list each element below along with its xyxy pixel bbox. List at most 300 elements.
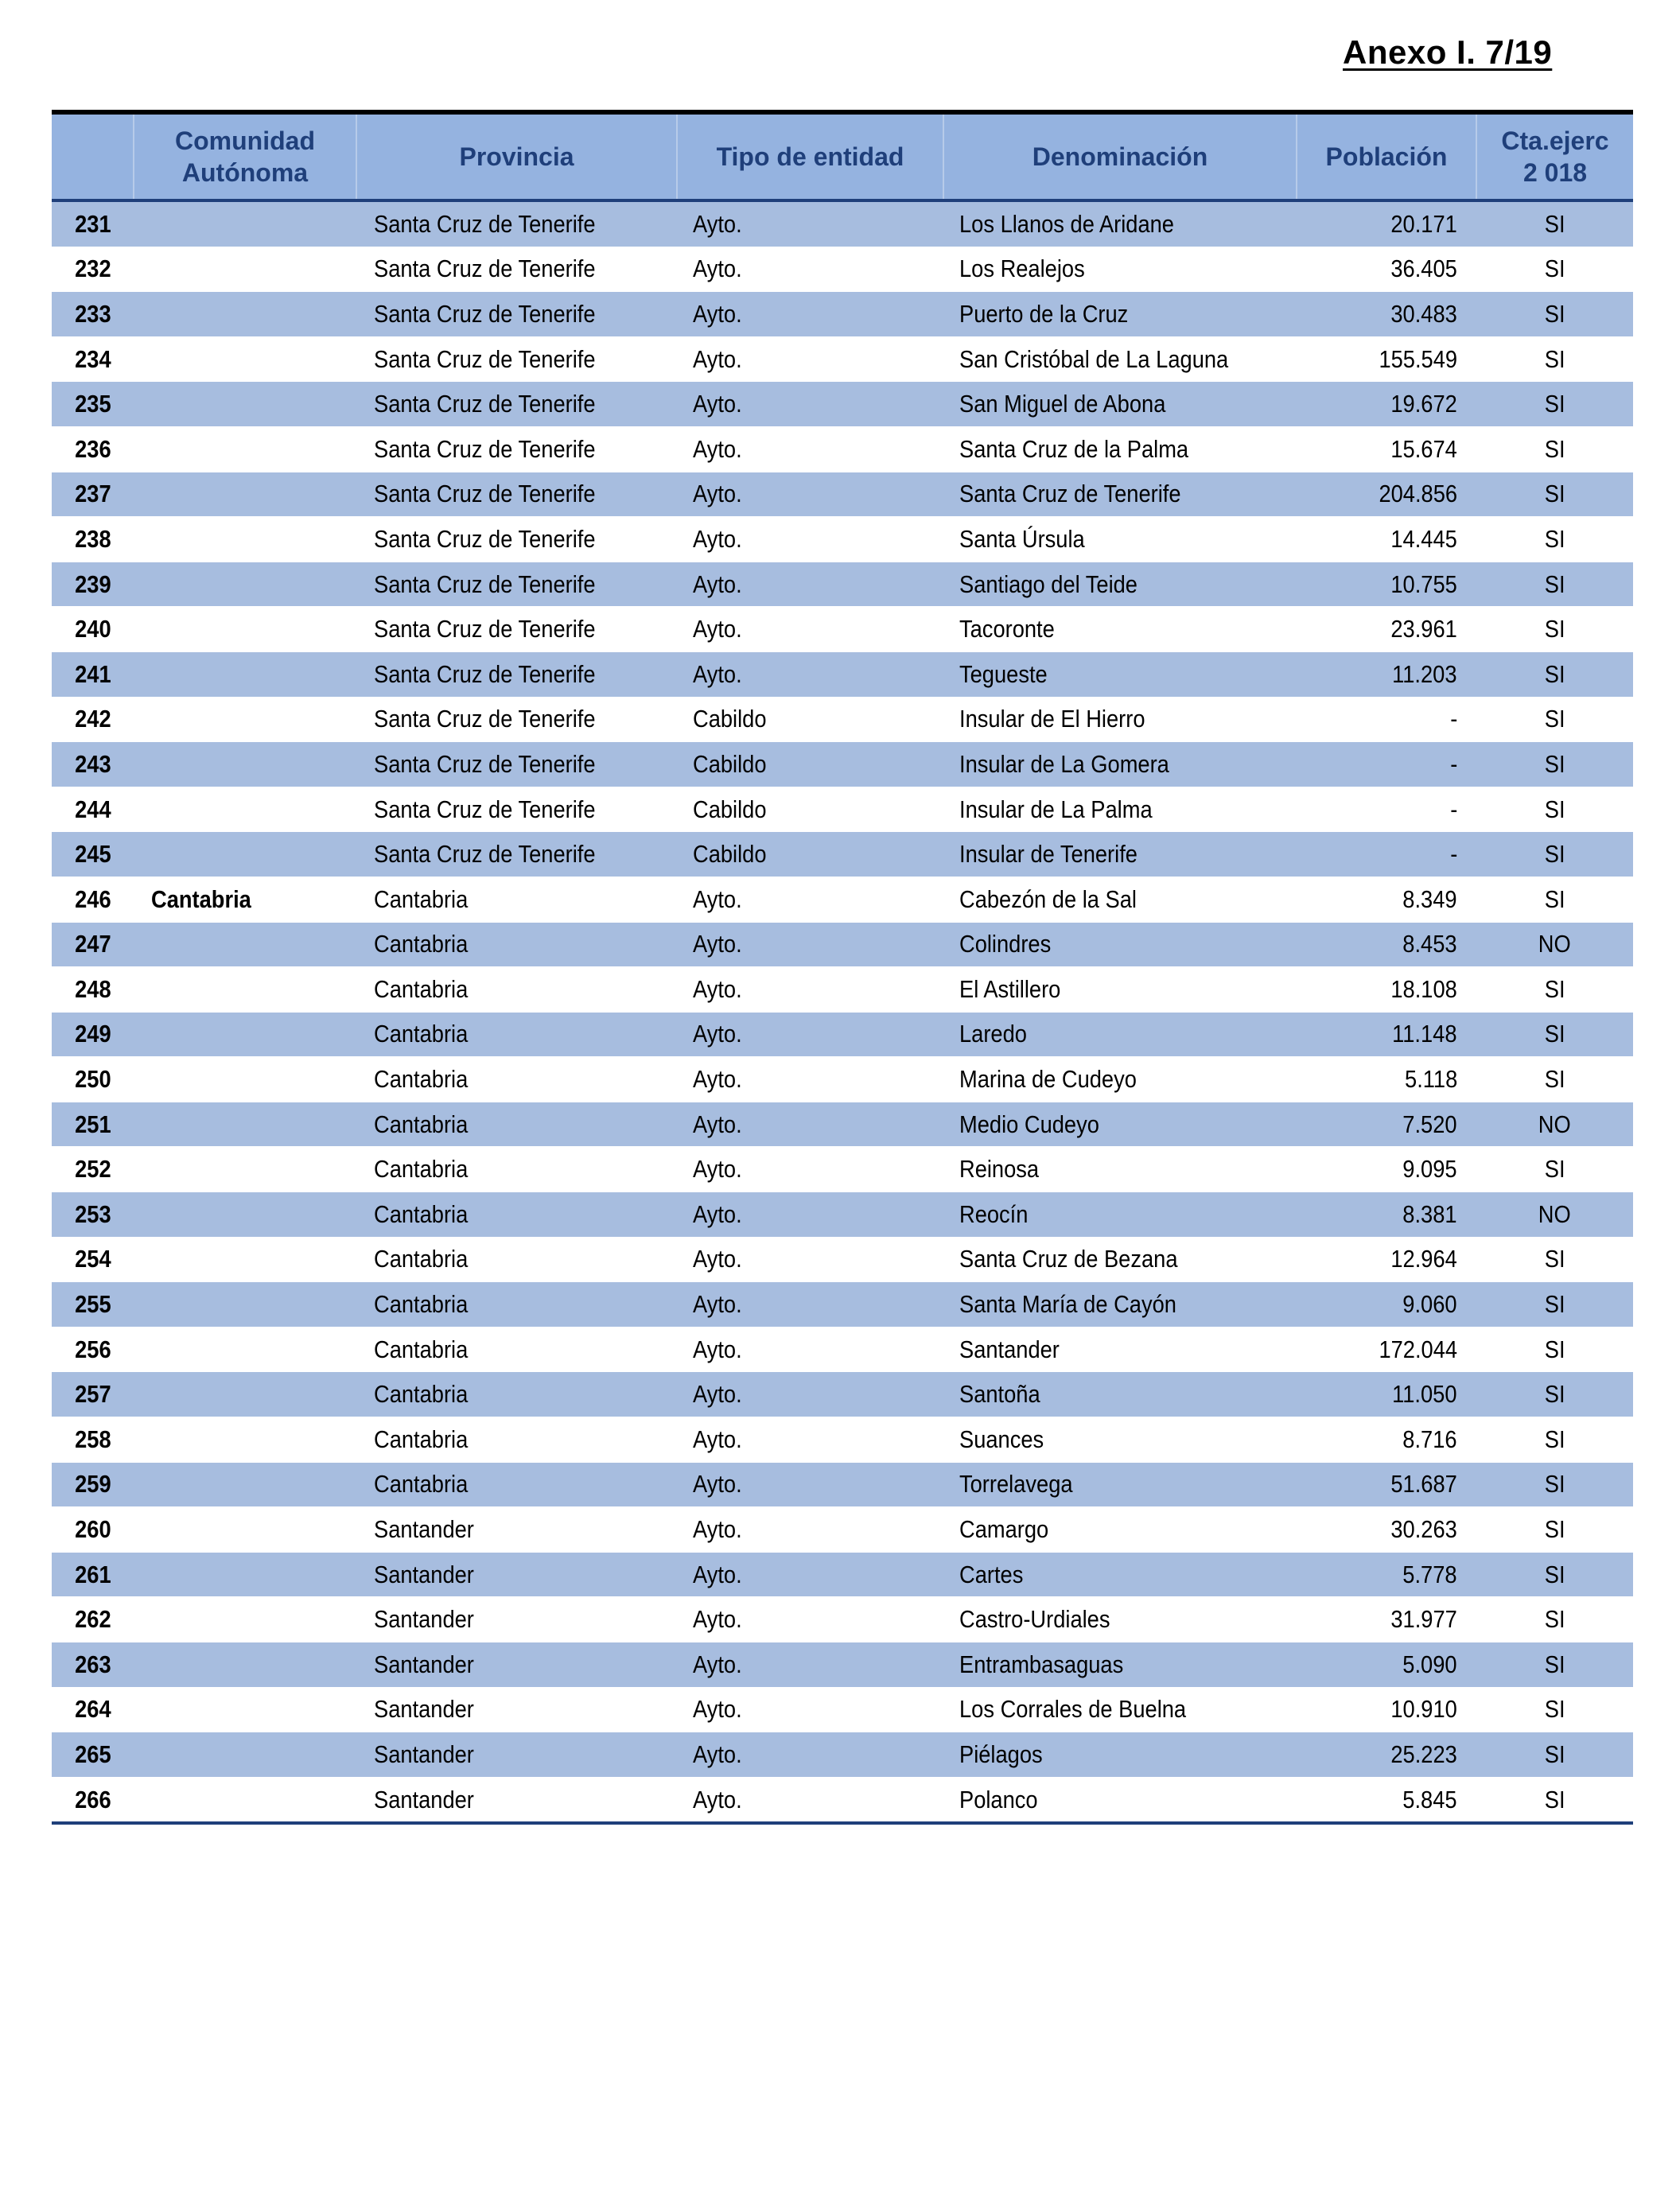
cell-cta-ejercicio: NO <box>1476 1192 1633 1238</box>
cell-provincia: Santa Cruz de Tenerife <box>356 607 677 652</box>
cell-denominacion: Santander <box>943 1327 1297 1372</box>
cell-cta-ejercicio: SI <box>1476 697 1633 742</box>
cell-provincia: Cantabria <box>356 1012 677 1057</box>
cell-comunidad-autonoma <box>134 562 356 607</box>
cell-denominacion: Polanco <box>943 1777 1297 1823</box>
cell-poblacion: 8.716 <box>1297 1417 1476 1463</box>
cell-provincia: Cantabria <box>356 967 677 1013</box>
row-number: 261 <box>52 1552 134 1597</box>
cell-tipo-entidad: Cabildo <box>677 787 943 832</box>
cell-tipo-entidad: Ayto. <box>677 562 943 607</box>
cell-denominacion: Insular de Tenerife <box>943 832 1297 877</box>
cell-tipo-entidad: Ayto. <box>677 1777 943 1823</box>
cell-tipo-entidad: Ayto. <box>677 607 943 652</box>
cell-provincia: Santa Cruz de Tenerife <box>356 336 677 382</box>
cell-poblacion: - <box>1297 787 1476 832</box>
row-number: 266 <box>52 1777 134 1823</box>
cell-poblacion: 31.977 <box>1297 1597 1476 1642</box>
row-number: 251 <box>52 1102 134 1147</box>
cell-denominacion: Santa Cruz de Tenerife <box>943 472 1297 517</box>
cell-cta-ejercicio: SI <box>1476 1282 1633 1328</box>
cell-comunidad-autonoma <box>134 1552 356 1597</box>
row-number: 243 <box>52 742 134 787</box>
table-row <box>52 1012 1633 1057</box>
cell-tipo-entidad: Ayto. <box>677 1102 943 1147</box>
cell-denominacion: Laredo <box>943 1012 1297 1057</box>
cell-comunidad-autonoma <box>134 292 356 337</box>
cell-comunidad-autonoma <box>134 1237 356 1282</box>
cell-poblacion: 11.148 <box>1297 1012 1476 1057</box>
table-row <box>52 607 1633 652</box>
cell-denominacion: Insular de La Palma <box>943 787 1297 832</box>
cell-provincia: Santander <box>356 1507 677 1553</box>
table-row <box>52 292 1633 337</box>
cell-tipo-entidad: Ayto. <box>677 1642 943 1688</box>
cell-provincia: Santander <box>356 1732 677 1778</box>
cell-poblacion: 30.263 <box>1297 1507 1476 1553</box>
cell-tipo-entidad: Ayto. <box>677 292 943 337</box>
row-number: 244 <box>52 787 134 832</box>
cell-denominacion: Medio Cudeyo <box>943 1102 1297 1147</box>
table-row <box>52 517 1633 562</box>
table-row <box>52 832 1633 877</box>
cell-cta-ejercicio: SI <box>1476 787 1633 832</box>
table-row <box>52 1327 1633 1372</box>
cell-comunidad-autonoma <box>134 1732 356 1778</box>
cell-denominacion: Los Llanos de Aridane <box>943 200 1297 247</box>
row-number: 264 <box>52 1687 134 1732</box>
cell-cta-ejercicio: SI <box>1476 651 1633 697</box>
cell-comunidad-autonoma <box>134 1777 356 1823</box>
cell-provincia: Cantabria <box>356 1147 677 1192</box>
cell-comunidad-autonoma <box>134 651 356 697</box>
cell-cta-ejercicio: SI <box>1476 1642 1633 1688</box>
cell-denominacion: Santa Úrsula <box>943 517 1297 562</box>
cell-denominacion: Reocín <box>943 1192 1297 1238</box>
cell-provincia: Cantabria <box>356 1192 677 1238</box>
cell-denominacion: Insular de La Gomera <box>943 742 1297 787</box>
table-row <box>52 651 1633 697</box>
cell-denominacion: Tegueste <box>943 651 1297 697</box>
cell-comunidad-autonoma <box>134 787 356 832</box>
cell-denominacion: Piélagos <box>943 1732 1297 1778</box>
header-provincia: Provincia <box>356 112 677 200</box>
cell-cta-ejercicio: SI <box>1476 472 1633 517</box>
cell-tipo-entidad: Ayto. <box>677 1732 943 1778</box>
cell-denominacion: Los Corrales de Buelna <box>943 1687 1297 1732</box>
cell-poblacion: 5.845 <box>1297 1777 1476 1823</box>
cell-provincia: Santa Cruz de Tenerife <box>356 517 677 562</box>
cell-tipo-entidad: Ayto. <box>677 1147 943 1192</box>
cell-comunidad-autonoma <box>134 742 356 787</box>
table-row <box>52 787 1633 832</box>
cell-comunidad-autonoma <box>134 922 356 967</box>
table-row <box>52 1192 1633 1238</box>
cell-poblacion: 172.044 <box>1297 1327 1476 1372</box>
cell-tipo-entidad: Ayto. <box>677 1237 943 1282</box>
cell-comunidad-autonoma <box>134 1462 356 1507</box>
cell-denominacion: Reinosa <box>943 1147 1297 1192</box>
cell-poblacion: 8.453 <box>1297 922 1476 967</box>
cell-denominacion: Suances <box>943 1417 1297 1463</box>
cell-comunidad-autonoma <box>134 336 356 382</box>
cell-cta-ejercicio: SI <box>1476 426 1633 472</box>
cell-poblacion: 18.108 <box>1297 967 1476 1013</box>
cell-poblacion: 12.964 <box>1297 1237 1476 1282</box>
cell-comunidad-autonoma <box>134 426 356 472</box>
cell-cta-ejercicio: NO <box>1476 1102 1633 1147</box>
header-poblacion: Población <box>1297 112 1476 200</box>
cell-tipo-entidad: Ayto. <box>677 1417 943 1463</box>
cell-cta-ejercicio: SI <box>1476 247 1633 292</box>
cell-provincia: Santa Cruz de Tenerife <box>356 426 677 472</box>
table-row <box>52 1462 1633 1507</box>
cell-provincia: Cantabria <box>356 1417 677 1463</box>
cell-denominacion: Puerto de la Cruz <box>943 292 1297 337</box>
table-row <box>52 1552 1633 1597</box>
cell-comunidad-autonoma <box>134 967 356 1013</box>
cell-poblacion: 11.203 <box>1297 651 1476 697</box>
entities-table-container <box>52 110 1633 1825</box>
cell-poblacion: 8.349 <box>1297 877 1476 922</box>
cell-poblacion: 5.118 <box>1297 1057 1476 1102</box>
cell-tipo-entidad: Ayto. <box>677 1552 943 1597</box>
cell-provincia: Santa Cruz de Tenerife <box>356 697 677 742</box>
cell-poblacion: 9.060 <box>1297 1282 1476 1328</box>
table-row <box>52 877 1633 922</box>
cell-tipo-entidad: Ayto. <box>677 1327 943 1372</box>
row-number: 232 <box>52 247 134 292</box>
cell-cta-ejercicio: SI <box>1476 967 1633 1013</box>
cell-comunidad-autonoma <box>134 1372 356 1417</box>
cell-denominacion: Tacoronte <box>943 607 1297 652</box>
cell-provincia: Cantabria <box>356 1327 677 1372</box>
cell-cta-ejercicio: SI <box>1476 336 1633 382</box>
row-number: 257 <box>52 1372 134 1417</box>
cell-cta-ejercicio: SI <box>1476 1732 1633 1778</box>
row-number: 265 <box>52 1732 134 1778</box>
row-number: 253 <box>52 1192 134 1238</box>
row-number: 259 <box>52 1462 134 1507</box>
entities-table <box>52 110 1633 1825</box>
cell-comunidad-autonoma <box>134 382 356 427</box>
cell-tipo-entidad: Ayto. <box>677 1192 943 1238</box>
row-number: 241 <box>52 651 134 697</box>
cell-comunidad-autonoma: Cantabria <box>134 877 356 922</box>
table-body <box>52 200 1633 1823</box>
cell-cta-ejercicio: SI <box>1476 1687 1633 1732</box>
cell-poblacion: 36.405 <box>1297 247 1476 292</box>
table-row <box>52 697 1633 742</box>
cell-tipo-entidad: Ayto. <box>677 922 943 967</box>
cell-cta-ejercicio: SI <box>1476 877 1633 922</box>
cell-provincia: Santander <box>356 1552 677 1597</box>
cell-provincia: Santa Cruz de Tenerife <box>356 382 677 427</box>
cell-provincia: Cantabria <box>356 1282 677 1328</box>
cell-poblacion: - <box>1297 742 1476 787</box>
cell-denominacion: San Miguel de Abona <box>943 382 1297 427</box>
cell-comunidad-autonoma <box>134 1507 356 1553</box>
row-number: 233 <box>52 292 134 337</box>
row-number: 246 <box>52 877 134 922</box>
cell-comunidad-autonoma <box>134 1147 356 1192</box>
cell-poblacion: - <box>1297 832 1476 877</box>
cell-cta-ejercicio: SI <box>1476 562 1633 607</box>
cell-denominacion: Insular de El Hierro <box>943 697 1297 742</box>
table-row <box>52 472 1633 517</box>
cell-poblacion: 204.856 <box>1297 472 1476 517</box>
cell-tipo-entidad: Ayto. <box>677 336 943 382</box>
cell-cta-ejercicio: SI <box>1476 1597 1633 1642</box>
cell-denominacion: Torrelavega <box>943 1462 1297 1507</box>
cell-comunidad-autonoma <box>134 1192 356 1238</box>
table-row <box>52 922 1633 967</box>
cell-poblacion: 8.381 <box>1297 1192 1476 1238</box>
cell-cta-ejercicio: SI <box>1476 1462 1633 1507</box>
cell-provincia: Santa Cruz de Tenerife <box>356 247 677 292</box>
cell-poblacion: - <box>1297 697 1476 742</box>
cell-comunidad-autonoma <box>134 472 356 517</box>
cell-denominacion: Santiago del Teide <box>943 562 1297 607</box>
cell-provincia: Santa Cruz de Tenerife <box>356 292 677 337</box>
row-number: 254 <box>52 1237 134 1282</box>
row-number: 256 <box>52 1327 134 1372</box>
cell-comunidad-autonoma <box>134 1687 356 1732</box>
cell-tipo-entidad: Ayto. <box>677 1687 943 1732</box>
cell-cta-ejercicio: SI <box>1476 382 1633 427</box>
cell-denominacion: Castro-Urdiales <box>943 1597 1297 1642</box>
table-row <box>52 200 1633 247</box>
cell-cta-ejercicio: SI <box>1476 517 1633 562</box>
table-row <box>52 247 1633 292</box>
cell-tipo-entidad: Ayto. <box>677 472 943 517</box>
cell-provincia: Cantabria <box>356 877 677 922</box>
row-number: 258 <box>52 1417 134 1463</box>
cell-provincia: Santa Cruz de Tenerife <box>356 832 677 877</box>
cell-comunidad-autonoma <box>134 1327 356 1372</box>
cell-denominacion: Entrambasaguas <box>943 1642 1297 1688</box>
header-comunidad-autonoma: Comunidad Autónoma <box>134 112 356 200</box>
cell-poblacion: 30.483 <box>1297 292 1476 337</box>
cell-poblacion: 5.778 <box>1297 1552 1476 1597</box>
table-row <box>52 1687 1633 1732</box>
row-number: 231 <box>52 200 134 247</box>
row-number: 242 <box>52 697 134 742</box>
cell-comunidad-autonoma <box>134 1057 356 1102</box>
cell-cta-ejercicio: SI <box>1476 1372 1633 1417</box>
cell-tipo-entidad: Cabildo <box>677 697 943 742</box>
cell-comunidad-autonoma <box>134 832 356 877</box>
table-row <box>52 1507 1633 1553</box>
cell-denominacion: Santa María de Cayón <box>943 1282 1297 1328</box>
row-number: 245 <box>52 832 134 877</box>
cell-comunidad-autonoma <box>134 697 356 742</box>
header-num <box>52 112 134 200</box>
cell-tipo-entidad: Ayto. <box>677 200 943 247</box>
cell-tipo-entidad: Ayto. <box>677 1462 943 1507</box>
cell-cta-ejercicio: SI <box>1476 1012 1633 1057</box>
row-number: 237 <box>52 472 134 517</box>
cell-provincia: Cantabria <box>356 1372 677 1417</box>
cell-tipo-entidad: Ayto. <box>677 1282 943 1328</box>
cell-tipo-entidad: Ayto. <box>677 247 943 292</box>
cell-comunidad-autonoma <box>134 1102 356 1147</box>
table-row <box>52 742 1633 787</box>
header-cta-ejercicio: Cta.ejerc2 018 <box>1476 112 1633 200</box>
table-row <box>52 1237 1633 1282</box>
cell-cta-ejercicio: SI <box>1476 1552 1633 1597</box>
cell-denominacion: Los Realejos <box>943 247 1297 292</box>
cell-denominacion: Cartes <box>943 1552 1297 1597</box>
cell-poblacion: 10.755 <box>1297 562 1476 607</box>
cell-denominacion: Cabezón de la Sal <box>943 877 1297 922</box>
cell-comunidad-autonoma <box>134 1417 356 1463</box>
cell-poblacion: 7.520 <box>1297 1102 1476 1147</box>
cell-cta-ejercicio: SI <box>1476 1417 1633 1463</box>
cell-poblacion: 10.910 <box>1297 1687 1476 1732</box>
table-row <box>52 1597 1633 1642</box>
cell-denominacion: Marina de Cudeyo <box>943 1057 1297 1102</box>
cell-cta-ejercicio: SI <box>1476 292 1633 337</box>
cell-comunidad-autonoma <box>134 607 356 652</box>
table-row <box>52 1732 1633 1778</box>
cell-tipo-entidad: Ayto. <box>677 1507 943 1553</box>
row-number: 252 <box>52 1147 134 1192</box>
cell-provincia: Santander <box>356 1687 677 1732</box>
cell-poblacion: 11.050 <box>1297 1372 1476 1417</box>
cell-provincia: Cantabria <box>356 922 677 967</box>
cell-poblacion: 9.095 <box>1297 1147 1476 1192</box>
cell-tipo-entidad: Cabildo <box>677 742 943 787</box>
row-number: 260 <box>52 1507 134 1553</box>
cell-poblacion: 23.961 <box>1297 607 1476 652</box>
table-row <box>52 967 1633 1013</box>
row-number: 262 <box>52 1597 134 1642</box>
cell-tipo-entidad: Ayto. <box>677 1057 943 1102</box>
cell-provincia: Santa Cruz de Tenerife <box>356 742 677 787</box>
cell-cta-ejercicio: SI <box>1476 1057 1633 1102</box>
cell-provincia: Santa Cruz de Tenerife <box>356 472 677 517</box>
table-row <box>52 1642 1633 1688</box>
cell-comunidad-autonoma <box>134 1597 356 1642</box>
cell-cta-ejercicio: SI <box>1476 832 1633 877</box>
table-row <box>52 1147 1633 1192</box>
cell-denominacion: El Astillero <box>943 967 1297 1013</box>
cell-comunidad-autonoma <box>134 247 356 292</box>
cell-provincia: Cantabria <box>356 1057 677 1102</box>
cell-poblacion: 25.223 <box>1297 1732 1476 1778</box>
cell-poblacion: 155.549 <box>1297 336 1476 382</box>
table-row <box>52 336 1633 382</box>
cell-denominacion: Colindres <box>943 922 1297 967</box>
cell-tipo-entidad: Ayto. <box>677 1012 943 1057</box>
cell-poblacion: 5.090 <box>1297 1642 1476 1688</box>
cell-comunidad-autonoma <box>134 1282 356 1328</box>
cell-provincia: Santa Cruz de Tenerife <box>356 562 677 607</box>
cell-denominacion: Santoña <box>943 1372 1297 1417</box>
cell-denominacion: Santa Cruz de Bezana <box>943 1237 1297 1282</box>
row-number: 234 <box>52 336 134 382</box>
cell-cta-ejercicio: SI <box>1476 1237 1633 1282</box>
cell-cta-ejercicio: SI <box>1476 1147 1633 1192</box>
cell-cta-ejercicio: SI <box>1476 742 1633 787</box>
row-number: 263 <box>52 1642 134 1688</box>
cell-tipo-entidad: Ayto. <box>677 517 943 562</box>
cell-tipo-entidad: Ayto. <box>677 382 943 427</box>
cell-tipo-entidad: Ayto. <box>677 426 943 472</box>
row-number: 248 <box>52 967 134 1013</box>
row-number: 249 <box>52 1012 134 1057</box>
table-row <box>52 382 1633 427</box>
cell-tipo-entidad: Ayto. <box>677 877 943 922</box>
cell-provincia: Cantabria <box>356 1462 677 1507</box>
table-row <box>52 426 1633 472</box>
table-header-row <box>52 112 1633 200</box>
row-number: 247 <box>52 922 134 967</box>
cell-cta-ejercicio: SI <box>1476 607 1633 652</box>
row-number: 236 <box>52 426 134 472</box>
cell-provincia: Cantabria <box>356 1237 677 1282</box>
cell-comunidad-autonoma <box>134 200 356 247</box>
cell-comunidad-autonoma <box>134 1012 356 1057</box>
cell-poblacion: 14.445 <box>1297 517 1476 562</box>
cell-cta-ejercicio: SI <box>1476 1777 1633 1823</box>
cell-tipo-entidad: Ayto. <box>677 651 943 697</box>
cell-provincia: Santa Cruz de Tenerife <box>356 651 677 697</box>
cell-denominacion: Santa Cruz de la Palma <box>943 426 1297 472</box>
cell-cta-ejercicio: SI <box>1476 200 1633 247</box>
table-row <box>52 562 1633 607</box>
header-denominacion: Denominación <box>943 112 1297 200</box>
table-row <box>52 1057 1633 1102</box>
cell-provincia: Santander <box>356 1597 677 1642</box>
row-number: 240 <box>52 607 134 652</box>
header-tipo-entidad: Tipo de entidad <box>677 112 943 200</box>
cell-denominacion: San Cristóbal de La Laguna <box>943 336 1297 382</box>
table-row <box>52 1282 1633 1328</box>
cell-poblacion: 51.687 <box>1297 1462 1476 1507</box>
cell-provincia: Santa Cruz de Tenerife <box>356 200 677 247</box>
cell-poblacion: 20.171 <box>1297 200 1476 247</box>
table-row <box>52 1102 1633 1147</box>
table-row <box>52 1777 1633 1823</box>
row-number: 250 <box>52 1057 134 1102</box>
row-number: 255 <box>52 1282 134 1328</box>
row-number: 235 <box>52 382 134 427</box>
cell-comunidad-autonoma <box>134 517 356 562</box>
cell-cta-ejercicio: SI <box>1476 1327 1633 1372</box>
cell-tipo-entidad: Ayto. <box>677 967 943 1013</box>
cell-tipo-entidad: Ayto. <box>677 1372 943 1417</box>
cell-comunidad-autonoma <box>134 1642 356 1688</box>
cell-provincia: Santa Cruz de Tenerife <box>356 787 677 832</box>
table-row <box>52 1372 1633 1417</box>
cell-tipo-entidad: Cabildo <box>677 832 943 877</box>
table-row <box>52 1417 1633 1463</box>
page-title: Anexo I. 7/19 <box>1343 33 1553 71</box>
cell-cta-ejercicio: NO <box>1476 922 1633 967</box>
cell-tipo-entidad: Ayto. <box>677 1597 943 1642</box>
row-number: 239 <box>52 562 134 607</box>
cell-provincia: Santander <box>356 1777 677 1823</box>
cell-denominacion: Camargo <box>943 1507 1297 1553</box>
cell-poblacion: 19.672 <box>1297 382 1476 427</box>
cell-provincia: Santander <box>356 1642 677 1688</box>
cell-poblacion: 15.674 <box>1297 426 1476 472</box>
cell-provincia: Cantabria <box>356 1102 677 1147</box>
cell-cta-ejercicio: SI <box>1476 1507 1633 1553</box>
row-number: 238 <box>52 517 134 562</box>
